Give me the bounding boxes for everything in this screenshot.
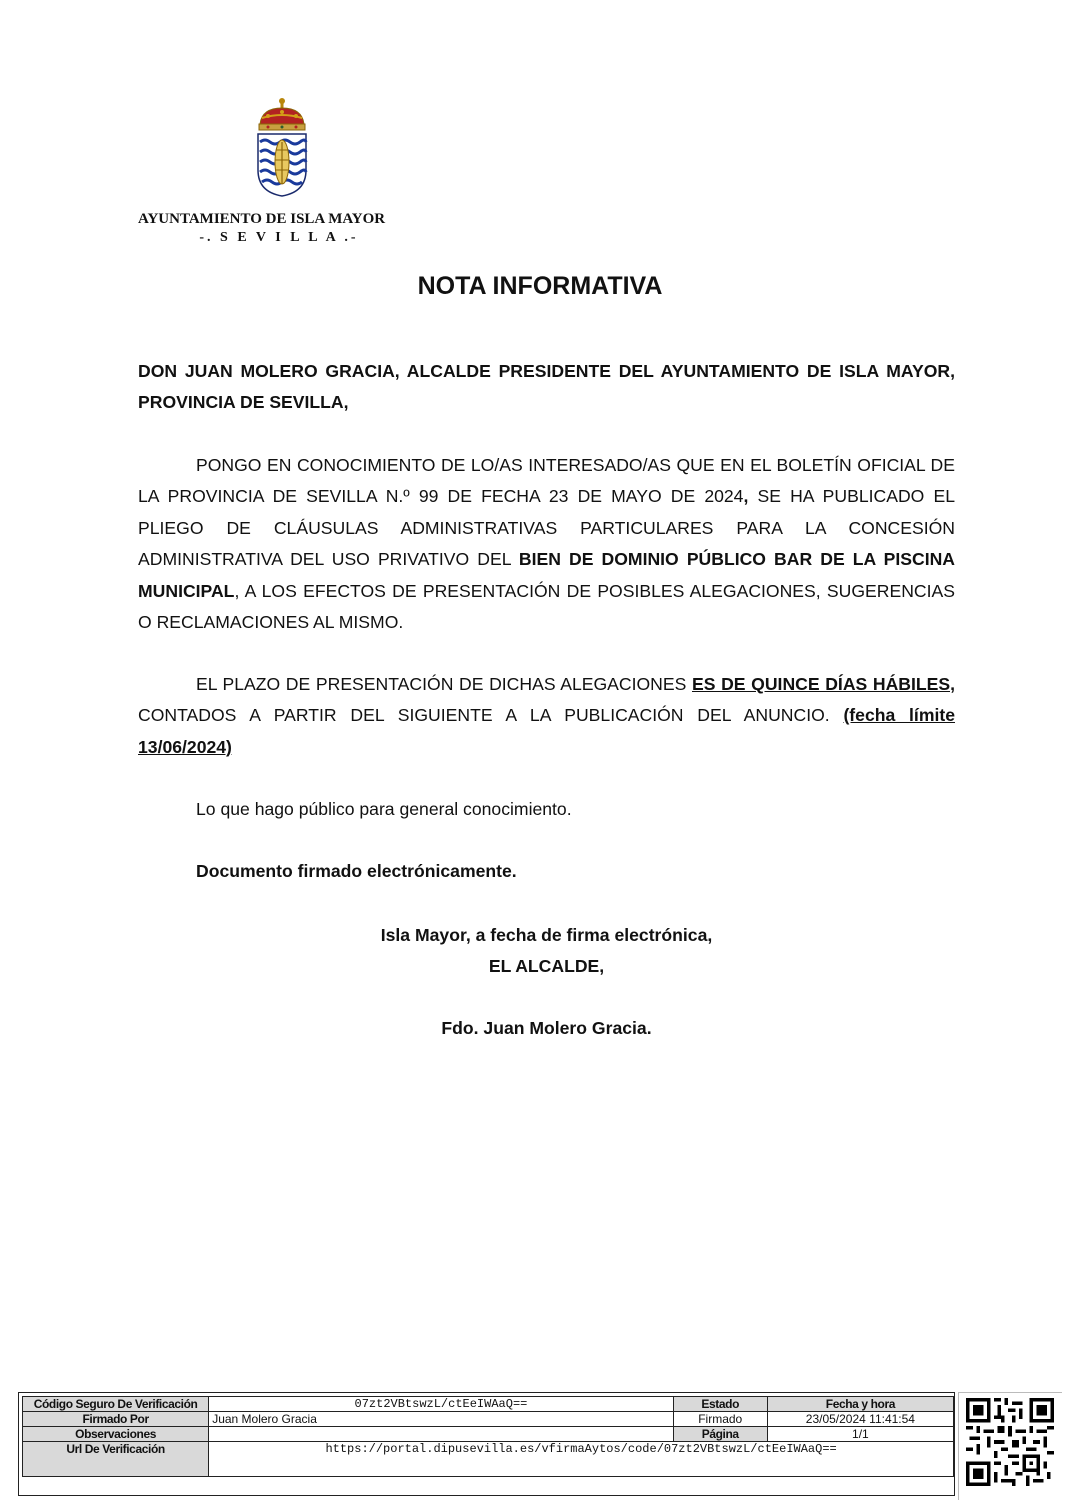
- page-value: 1/1: [767, 1427, 953, 1442]
- organization-name: AYUNTAMIENTO DE ISLA MAYOR: [138, 211, 386, 227]
- status-value: Firmado: [673, 1412, 767, 1427]
- observations-value: [209, 1427, 673, 1442]
- qr-code-icon: [966, 1398, 1054, 1486]
- body2-text-b: CONTADOS A PARTIR DEL SIGUIENTE A LA PUBLICACIÓN DEL ANUNCIO.: [138, 705, 844, 726]
- datetime-label: Fecha y hora: [767, 1397, 953, 1412]
- body1-text-c: , A LOS EFECTOS DE PRESENTACIÓN DE POSIBLES ALEGACIONES, SUGERENCIAS O RECLAMACIONES AL MISMO.: [138, 580, 955, 633]
- csv-value: 07zt2VBtswzL/ctEeIWAaQ==: [209, 1397, 673, 1412]
- body1-comma: ,: [743, 486, 749, 507]
- signed-by-label: Firmado Por: [23, 1412, 209, 1427]
- body2-text-a: EL PLAZO DE PRESENTACIÓN DE DICHAS ALEGACIONES: [196, 674, 692, 694]
- signature-line: Fdo. Juan Molero Gracia.: [441, 1018, 652, 1038]
- place-date: Isla Mayor, a fecha de firma electrónica,: [380, 925, 713, 945]
- table-row: [23, 1397, 954, 1412]
- coat-of-arms-icon: [248, 96, 316, 198]
- url-label: Url De Verificación: [23, 1442, 209, 1477]
- body1-bold-text: BIEN DE DOMINIO PÚBLICO BAR DE LA PISCINA MUNICIPAL: [138, 549, 955, 601]
- closing-signed: Documento firmado electrónicamente.: [196, 861, 517, 881]
- organization-city: -. S E V I L L A .-: [199, 230, 359, 245]
- closing-public: Lo que hago público para general conocimiento.: [196, 799, 572, 819]
- table-row: [23, 1427, 954, 1442]
- body2-emphasis: ES DE QUINCE DÍAS HÁBILES,: [692, 674, 955, 694]
- verification-table: [22, 1396, 954, 1477]
- signed-by-value: Juan Molero Gracia: [209, 1412, 673, 1427]
- intro-paragraph: DON JUAN MOLERO GRACIA, ALCALDE PRESIDENTE DEL AYUNTAMIENTO DE ISLA MAYOR, PROVINCIA DE SEVILLA,: [138, 361, 955, 413]
- table-row: [23, 1412, 954, 1427]
- body-paragraph-1: [138, 450, 955, 638]
- url-value: https://portal.dipusevilla.es/vfirmaAytos/code/07zt2VBtswzL/ctEeIWAaQ==: [209, 1442, 954, 1477]
- observations-label: Observaciones: [23, 1427, 209, 1442]
- page-label: Página: [673, 1427, 767, 1442]
- table-row: [23, 1442, 954, 1477]
- verification-box: [18, 1392, 955, 1496]
- body1-text-a: PONGO EN CONOCIMIENTO DE LO/AS INTERESADO/AS QUE EN EL BOLETÍN OFICIAL DE LA PROVINCIA DE SEVILLA N.º 99 DE FECHA 23 DE MAYO DE 2024: [138, 455, 955, 507]
- csv-label: Código Seguro De Verificación: [23, 1397, 209, 1412]
- document-title: NOTA INFORMATIVA: [417, 272, 663, 300]
- body1-text-b: SE HA PUBLICADO EL PLIEGO DE CLÁUSULAS ADMINISTRATIVAS PARTICULARES PARA LA CONCESIÓN ADMINISTRATIVA DEL USO PRIVATIVO DEL: [138, 486, 955, 570]
- body-paragraph-2: [138, 669, 955, 763]
- datetime-value: 23/05/2024 11:41:54: [767, 1412, 953, 1427]
- status-label: Estado: [673, 1397, 767, 1412]
- signer-role: EL ALCALDE,: [488, 956, 605, 976]
- body2-deadline: (fecha límite 13/06/2024): [138, 705, 955, 757]
